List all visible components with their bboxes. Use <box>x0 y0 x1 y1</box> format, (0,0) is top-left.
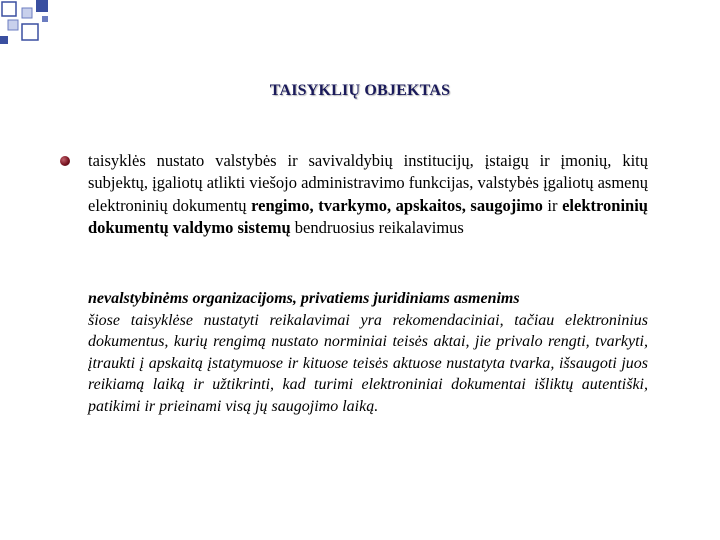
bullet-2 <box>88 288 648 417</box>
bullet-2-text <box>88 288 648 417</box>
deco-square-1 <box>2 2 16 16</box>
deco-square-6 <box>0 36 8 44</box>
bullet-1-intro: taisyklės nustato valstybės ir savivaldybių institucijų, įstaigų ir įmonių, kitų subjektų, įgaliotų atlikti viešojo administravimo funkcijas, valstybės įgaliotų asmenų elektroninių dokumentų <box>88 151 649 215</box>
bullet-1-bold-1: rengimo, tvarkymo, apskaitos, saugojimo <box>251 195 543 215</box>
deco-square-3 <box>36 0 48 12</box>
deco-square-2 <box>22 8 32 18</box>
decorative-squares <box>0 0 720 60</box>
bullet-icon <box>60 156 70 166</box>
bullet-1 <box>88 150 648 239</box>
deco-square-7 <box>42 16 48 22</box>
bullet-2-body: šiose taisyklėse nustatyti reikalavimai yra rekomendaciniai, tačiau elektroninius dokumentus, kurių rengimą nustato norminiai teisės aktai, jie privalo rengti, tvarkyti, įtraukti į apskaitą įstatymuose ir kituose teisės aktuose nustatyta tvarka, išsaugoti juos reikiamą laiką ir užtikrinti, kad turimi elektroniniai dokumentai išliktų autentiški, patikimi ir prieinami visą jų saugojimo laiką. <box>88 311 648 415</box>
deco-square-4 <box>8 20 18 30</box>
deco-square-5 <box>22 24 38 40</box>
bullet-1-outro: bendruosius reikalavimus <box>290 217 464 237</box>
bullet-2-lead: nevalstybinėms organizacijoms, privatiems juridiniams asmenims <box>88 290 520 307</box>
slide-title: TAISYKLIŲ OBJEKTAS <box>269 82 451 99</box>
bullet-1-text <box>88 150 648 239</box>
bullet-1-bold-2: elektroninių dokumentų valdymo sistemų <box>88 195 648 237</box>
bullet-1-mid: ir <box>542 195 563 215</box>
